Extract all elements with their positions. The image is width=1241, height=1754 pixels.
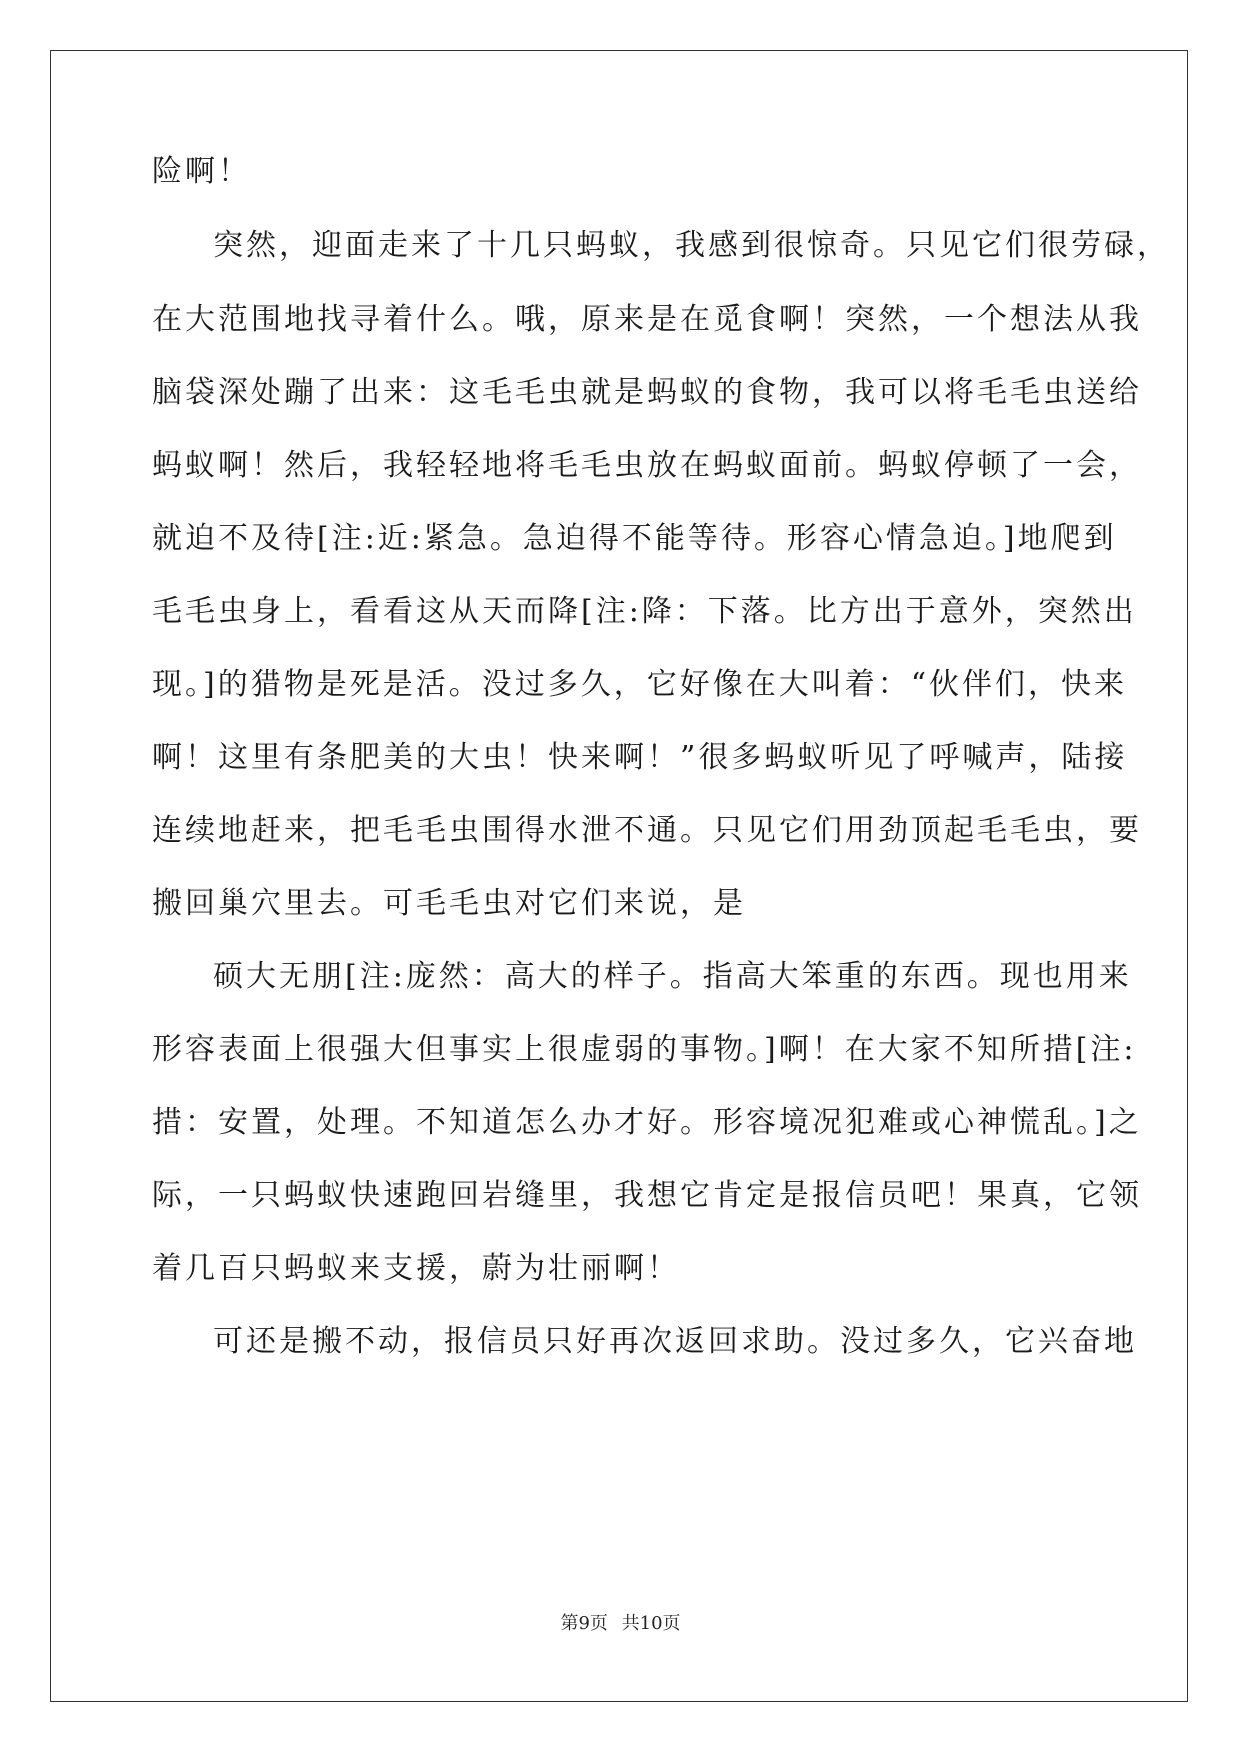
text-line: 措：安置，处理。不知道怎么办才好。形容境况犯难或心神慌乱。]之: [152, 1105, 1142, 1140]
text-line: 毛毛虫身上，看看这从天而降[注:降：下落。比方出于意外，突然出: [152, 594, 1137, 629]
text-line: 形容表面上很强大但事实上很虚弱的事物。]啊！在大家不知所措[注:: [152, 1032, 1137, 1067]
text-line: 在大范围地找寻着什么。哦，原来是在觅食啊！突然，一个想法从我: [152, 302, 1142, 337]
text-line: 搬回巢穴里去。可毛毛虫对它们来说，是: [152, 886, 746, 921]
text-line: 连续地赶来，把毛毛虫围得水泄不通。只见它们用劲顶起毛毛虫，要: [152, 813, 1142, 848]
text-line: 际，一只蚂蚁快速跑回岩缝里，我想它肯定是报信员吧！果真，它领: [152, 1178, 1142, 1213]
text-line: 蚂蚁啊！然后，我轻轻地将毛毛虫放在蚂蚁面前。蚂蚁停顿了一会，: [152, 448, 1142, 483]
text-line: 险啊！: [152, 154, 251, 189]
page-border: [50, 50, 1188, 1702]
text-line: 脑袋深处蹦了出来：这毛毛虫就是蚂蚁的食物，我可以将毛毛虫送给: [152, 375, 1142, 410]
text-line: 啊！这里有条肥美的大虫！快来啊！”很多蚂蚁听见了呼喊声，陆接: [152, 740, 1128, 775]
text-line: 就迫不及待[注:近:紧急。急迫得不能等待。形容心情急迫。]地爬到: [152, 521, 1117, 556]
paragraph-start-line: 硕大无朋[注:庞然：高大的样子。指高大笨重的东西。现也用来: [213, 959, 1132, 994]
text-line: 现。]的猎物是死是活。没过多久，它好像在大叫着：“伙伴们，快来: [152, 667, 1128, 702]
page-footer: [0, 1612, 1241, 1636]
page-total: 共10页: [621, 1613, 681, 1634]
page-number: 第9页: [560, 1613, 608, 1634]
paragraph-start-line: 突然，迎面走来了十几只蚂蚁，我感到很惊奇。只见它们很劳碌，: [213, 228, 1170, 263]
text-line: 着几百只蚂蚁来支援，蔚为壮丽啊！: [152, 1251, 680, 1286]
paragraph-start-line: 可还是搬不动，报信员只好再次返回求助。没过多久，它兴奋地: [213, 1324, 1137, 1359]
